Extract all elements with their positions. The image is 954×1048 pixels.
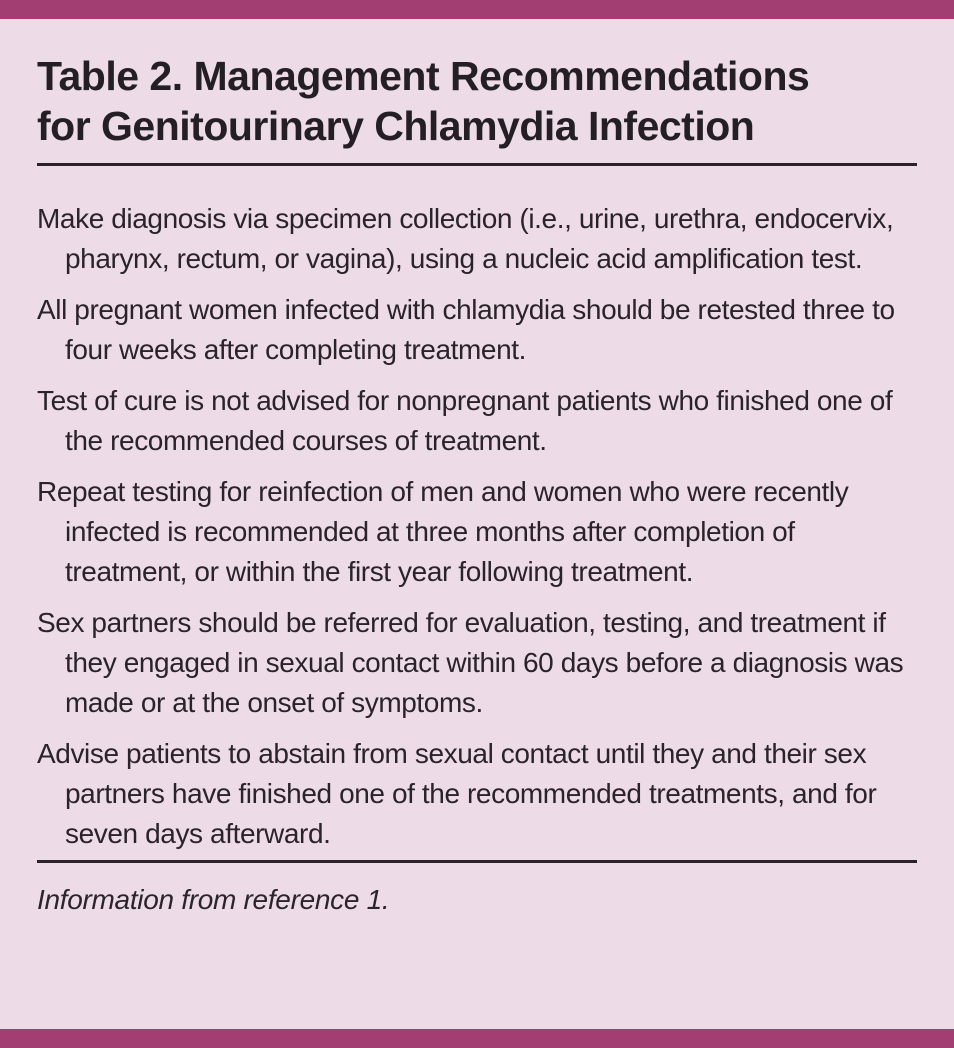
recommendation-item: All pregnant women infected with chlamydia should be retested three to four weeks after completing treatment. <box>37 294 895 365</box>
recommendation-list <box>37 199 917 854</box>
accent-bar-top <box>0 0 954 19</box>
recommendation-item: Make diagnosis via specimen collection (i.e., urine, urethra, endocervix, pharynx, rectum, or vagina), using a nucleic acid amplification test. <box>37 203 894 274</box>
table-title-line-1: Table 2. Management Recommendations <box>37 53 810 99</box>
recommendation-item: Sex partners should be referred for evaluation, testing, and treatment if they engaged in sexual contact within 60 days before a diagnosis was made or at the onset of symptoms. <box>37 607 904 718</box>
accent-bar-bottom <box>0 1029 954 1048</box>
table-title-line-2: for Genitourinary Chlamydia Infection <box>37 103 755 149</box>
recommendation-item: Advise patients to abstain from sexual contact until they and their sex partners have finished one of the recommended treatments, and for seven days afterward. <box>37 738 877 849</box>
title-divider-rule <box>37 163 917 166</box>
table-title <box>37 51 917 151</box>
table-footnote: Information from reference 1. <box>37 884 390 915</box>
recommendation-item: Test of cure is not advised for nonpregnant patients who finished one of the recommended courses of treatment. <box>37 385 893 456</box>
footnote-divider-rule <box>37 860 917 863</box>
recommendation-item: Repeat testing for reinfection of men and women who were recently infected is recommended at three months after completion of treatment, or within the first year following treatment. <box>37 476 849 587</box>
